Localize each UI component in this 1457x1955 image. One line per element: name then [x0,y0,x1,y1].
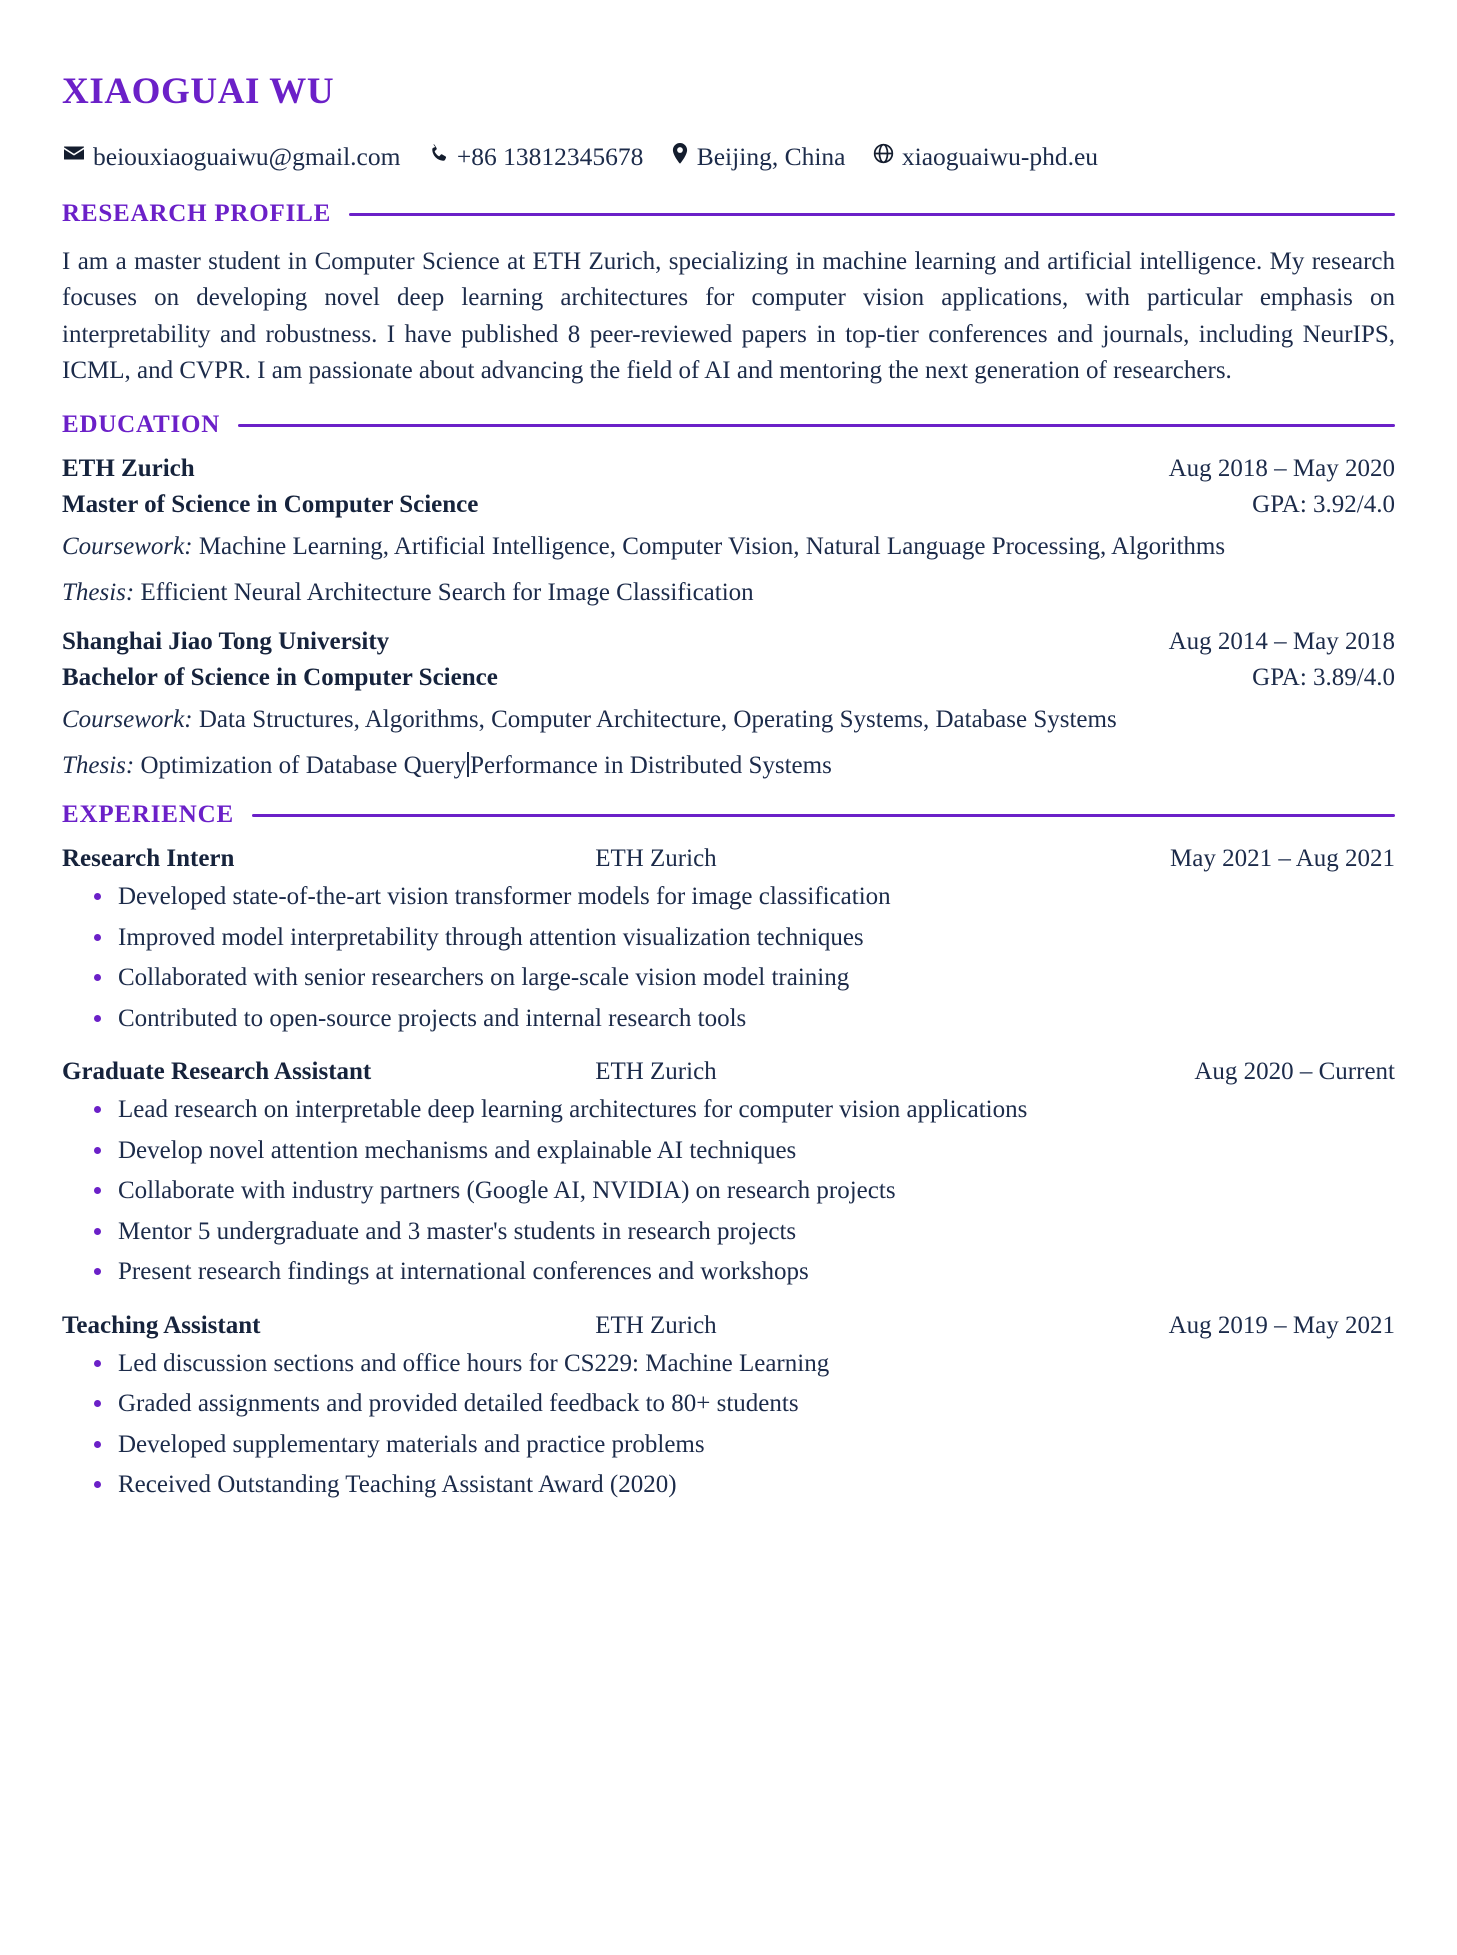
education-school-row [62,628,1395,656]
experience-organization: ETH Zurich [595,845,717,873]
contact-website-text: xiaoguaiwu-phd.eu [901,141,1099,171]
education-gpa: GPA: 3.92/4.0 [1252,491,1395,519]
experience-bullet: Lead research on interpretable deep learning architectures for computer vision applications [90,1092,1395,1128]
section-header-experience [62,801,1395,829]
experience-bullet-list [62,1092,1395,1290]
experience-bullet: Developed supplementary materials and practice problems [90,1427,1395,1463]
experience-header-row [62,1312,1395,1340]
experience-bullet: Led discussion sections and office hours for CS229: Machine Learning [90,1346,1395,1382]
education-school-name: ETH Zurich [62,455,195,483]
education-thesis-line[interactable] [62,748,1395,784]
research-profile-text: I am a master student in Computer Science at ETH Zurich, specializing in machine learning and artificial intelligence. My research focuses on developing novel deep learning architectures for computer vision applications, with particular emphasis on interpretability and robustness. I have published 8 peer-reviewed papers in top-tier conferences and journals, including NeurIPS, ICML, and CVPR. I am passionate about advancing the field of AI and mentoring the next generation of researchers. [62,248,1395,384]
experience-bullet: Collaborate with industry partners (Google AI, NVIDIA) on research projects [90,1173,1395,1209]
education-coursework-line [62,529,1395,565]
experience-bullet: Received Outstanding Teaching Assistant Award (2020) [90,1467,1395,1503]
text-cursor-caret [467,752,469,777]
coursework-label: Coursework: [62,706,193,734]
candidate-name: XIAOGUAI WU [62,71,335,112]
contact-email[interactable] [62,140,400,172]
thesis-value-before-caret: Optimization of Database Query [140,751,467,779]
section-title-research-profile: RESEARCH PROFILE [62,200,332,228]
experience-header-row [62,845,1395,873]
education-degree-row [62,664,1395,692]
globe-icon [872,142,895,165]
experience-role: Research Intern [62,845,235,873]
section-header-research-profile [62,200,1395,228]
section-education [62,411,1395,783]
experience-bullet: Contributed to open-source projects and internal research tools [90,1001,1395,1037]
contact-location-text: Beijing, China [696,141,846,171]
section-title-experience: EXPERIENCE [62,801,234,829]
thesis-value-after-caret: Performance in Distributed Systems [470,751,832,779]
contact-phone-text: +86 13812345678 [456,141,644,171]
experience-entry [62,845,1395,1036]
section-research-profile [62,200,1395,389]
experience-bullet: Mentor 5 undergraduate and 3 master's students in research projects [90,1214,1395,1250]
experience-role: Graduate Research Assistant [62,1058,372,1086]
contact-location [670,140,846,172]
experience-dates: May 2021 – Aug 2021 [1170,845,1395,873]
experience-entry [62,1312,1395,1503]
education-entry [62,628,1395,783]
experience-bullet-list [62,879,1395,1036]
education-dates: Aug 2018 – May 2020 [1168,455,1395,483]
location-pin-icon [670,142,690,165]
education-thesis-line [62,575,1395,611]
thesis-label: Thesis: [62,751,135,779]
education-entry [62,455,1395,610]
contact-bar [62,139,1395,172]
education-school-row [62,455,1395,483]
contact-phone[interactable] [427,140,644,172]
experience-role: Teaching Assistant [62,1311,261,1339]
education-coursework-line [62,702,1395,738]
experience-dates: Aug 2020 – Current [1194,1058,1395,1086]
phone-icon [427,142,450,165]
experience-bullet: Collaborated with senior researchers on large-scale vision model training [90,960,1395,996]
section-title-education: EDUCATION [62,411,221,439]
contact-website[interactable] [872,140,1098,172]
experience-bullet: Graded assignments and provided detailed feedback to 80+ students [90,1386,1395,1422]
experience-entry [62,1058,1395,1290]
education-degree: Master of Science in Computer Science [62,491,479,519]
education-degree: Bachelor of Science in Computer Science [62,664,498,692]
coursework-value: Machine Learning, Artificial Intelligence, Computer Vision, Natural Language Processing, Algorithms [198,533,1226,561]
contact-email-text: beiouxiaoguaiwu@gmail.com [93,141,401,171]
experience-organization: ETH Zurich [595,1311,717,1339]
experience-bullet-list [62,1346,1395,1503]
section-divider [252,814,1395,817]
thesis-label: Thesis: [62,578,135,606]
education-school-name: Shanghai Jiao Tong University [62,628,390,656]
experience-dates: Aug 2019 – May 2021 [1168,1311,1395,1339]
experience-header-row [62,1058,1395,1086]
coursework-label: Coursework: [62,533,193,561]
section-experience [62,801,1395,1503]
education-gpa: GPA: 3.89/4.0 [1252,664,1395,692]
section-divider [238,424,1395,427]
experience-organization: ETH Zurich [595,1058,717,1086]
email-icon [62,141,86,165]
thesis-value: Efficient Neural Architecture Search for Image Classification [140,578,754,606]
experience-bullet: Developed state-of-the-art vision transformer models for image classification [90,879,1395,915]
experience-bullet: Develop novel attention mechanisms and explainable AI techniques [90,1133,1395,1169]
experience-bullet: Improved model interpretability through attention visualization techniques [90,920,1395,956]
education-degree-row [62,491,1395,519]
experience-bullet: Present research findings at international conferences and workshops [90,1254,1395,1290]
section-header-education [62,411,1395,439]
section-divider [349,213,1395,216]
coursework-value: Data Structures, Algorithms, Computer Architecture, Operating Systems, Database Systems [198,706,1117,734]
education-dates: Aug 2014 – May 2018 [1168,628,1395,656]
